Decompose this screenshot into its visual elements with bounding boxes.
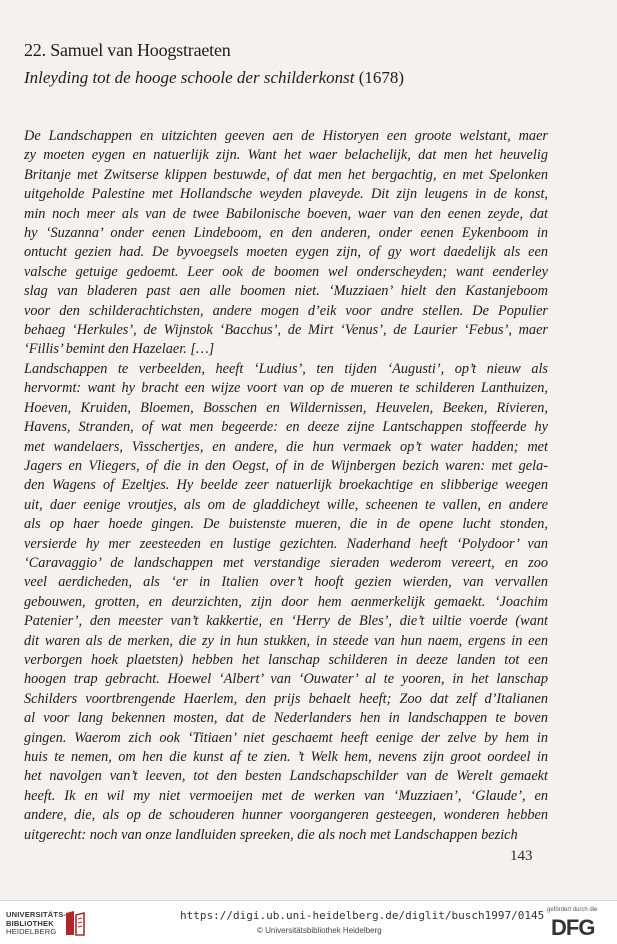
text-line: Britanje met Zwitserse klippen bestuwde, of dat men het bergachtig, en met Spelonken	[24, 166, 548, 183]
copyright-notice: © Universitätsbibliothek Heidelberg	[257, 926, 382, 935]
text-line: met wandelaers, Visschertjes, en andere, die hun vermaek op’t water hadden; met	[24, 438, 548, 455]
text-line: versierde hy mer zeesteeden en lustige gezichten. Naderhand heeft ‘Polydoor’ van	[24, 535, 548, 552]
text-line: ontucht gezien had. De byvoegsels moeten eygen zijn, of gy wort daedelijk als een	[24, 244, 548, 261]
work-year: (1678)	[358, 68, 405, 87]
text-line: als op haer hoede gingen. De buistenste mueren, die in de opene lucht stonden,	[24, 516, 548, 533]
text-line: andere, die, als op de schouderen hunner voorgangeren gesteegen, wonderen hebben	[24, 807, 548, 824]
university-library-logo[interactable]	[6, 909, 94, 939]
library-name-line1: UNIVERSITÄTS-	[6, 910, 67, 919]
text-line: heeft. Ik en wil my niet vermoeijen met de werken van ‘Muzziaen’, ‘Glaude’, en	[24, 787, 548, 804]
dfg-funding-note: gefördert durch die	[547, 907, 598, 913]
library-name	[6, 911, 66, 937]
text-line: ‘Caravaggio’ de landschappen met verstandige sieraden wederom vereert, en zoo	[24, 554, 548, 571]
text-line: valsche getuige gedoemt. Leer ook de boomen wel onderscheyden; want eenderley	[24, 263, 548, 280]
work-subtitle	[24, 68, 404, 88]
text-line: den Wagens of Ezeltjes. Hy beelde zeer natuerlijk broekachtige en slibberige weegen	[24, 477, 548, 494]
text-line: Havens, Stranden, of wat men begeerde: en deeze zijne Lantschappen stoffeerde hy	[24, 419, 548, 436]
text-line: al voor lang bekennen mosten, dat de Nederlanders hen in landschappen te boven	[24, 710, 548, 727]
library-name-line2: BIBLIOTHEK	[6, 918, 54, 928]
text-line: uitgeholde Palestine met Hollandsche weyden plaveyde. Dit zijn leugens in de konst,	[24, 186, 548, 203]
page-number: 143	[510, 848, 533, 864]
text-line: uitgerecht: noch van onze landluiden spreeken, die als noch met Landschappen bezich	[24, 826, 518, 843]
text-line: Jagers en Vliegers, of die in den Oegst, of in de Wijnbergen bezich waren: met gela-	[24, 457, 548, 474]
text-line: Landschappen te verbeelden, heeft ‘Ludius’, ten tijden ‘Augusti’, op’t nieuw als	[24, 360, 548, 377]
text-line: zy moeten eygen en natuerlijk zijn. Want het waer belachelijk, dat men het heuvelig	[24, 147, 548, 164]
text-line: Hoeven, Kruiden, Bloemen, Bosschen en Wildernissen, Heuvelen, Beeken, Rivieren,	[24, 399, 548, 416]
text-line: hervormt: want hy bracht een wijze voort van op de mueren te schilderen Lanthuizen,	[24, 380, 548, 397]
library-emblem-icon	[64, 909, 88, 937]
dfg-logo[interactable]	[547, 907, 611, 941]
text-line: dit waren als de merken, die zy in hun stukken, in steede van hun naem, ergens in een	[24, 632, 548, 649]
text-line: voor den schilderachtichsten, andere mogen d’eik voor andre stellen. De Populier	[24, 302, 548, 319]
text-line: hy ‘Suzanna’ onder eenen Lindeboom, en den anderen, onder eenen Eykenboom in	[24, 225, 548, 242]
text-line: slag van bladeren past aen alle boomen niet. ‘Muzziaen’ hielt den Kastanjeboom	[24, 283, 548, 300]
text-line: behaeg ‘Herkules’, de Wijnstok ‘Bacchus’, de Mirt ‘Venus’, de Laurier ‘Febus’, maer	[24, 322, 548, 339]
text-line: min noch meer als van de twee Babilonische boeven, waer van den eenen zeyde, dat	[24, 205, 548, 222]
permalink-url[interactable]: https://digi.ub.uni-heidelberg.de/diglit/busch1997/0145	[180, 909, 545, 922]
dfg-wordmark: DFG	[551, 915, 595, 940]
text-line: veel aerdicheden, als ‘er in Italien over’t hooft gezien wierden, van vervallen	[24, 574, 548, 591]
text-line: Schilders voortbrengende Haerlem, den prijs behaelt heeft; Zoo dat zelf d’Italianen	[24, 690, 548, 707]
library-name-line3: HEIDELBERG	[6, 927, 57, 936]
text-line: gebouwen, grotten, en deurzichten, zijn door hem aenmerkelijk gemaekt. ‘Joachim	[24, 593, 548, 610]
text-line: Patenier’, den meester van’t kakkertie, en ‘Herry de Bles’, die’t uiltie voerde (want	[24, 613, 548, 630]
text-line: het navolgen van’t leeven, tot den besten Landschapschilder van de Werelt gemaekt	[24, 768, 548, 785]
text-line: gingen. Waerom zich ook ‘Titiaen’ niet geschaemt heeft eenige der zelve by hem in	[24, 729, 548, 746]
section-title: 22. Samuel van Hoogstraeten	[24, 40, 231, 60]
text-line: ‘Fillis’ bemint den Hazelaer. […]	[24, 341, 215, 358]
text-line: De Landschappen en uitzichten geeven aen de Historyen een groote welstant, maer	[24, 128, 548, 144]
text-line: verborgen hoek plaetsten) hebben het lanschap schilderen in deeze landen tot een	[24, 651, 548, 668]
text-line: hoogen trap gebracht. Hoewel ‘Albert’ van ‘Ouwater’ al te yooren, in het lanschap	[24, 671, 548, 688]
work-title: Inleyding tot de hooge schoole der schilderkonst	[24, 68, 355, 87]
body-text	[24, 127, 548, 845]
text-line: uit, daer eenige vroutjes, als om de gladdicheyt wille, scheenen te vallen, en andere	[24, 496, 548, 513]
text-line: huis te nemen, om hen die kunst af te zien. ’t Welk hem, nevens zijn groot oordeel in	[24, 749, 548, 765]
viewer-footer	[0, 900, 617, 944]
